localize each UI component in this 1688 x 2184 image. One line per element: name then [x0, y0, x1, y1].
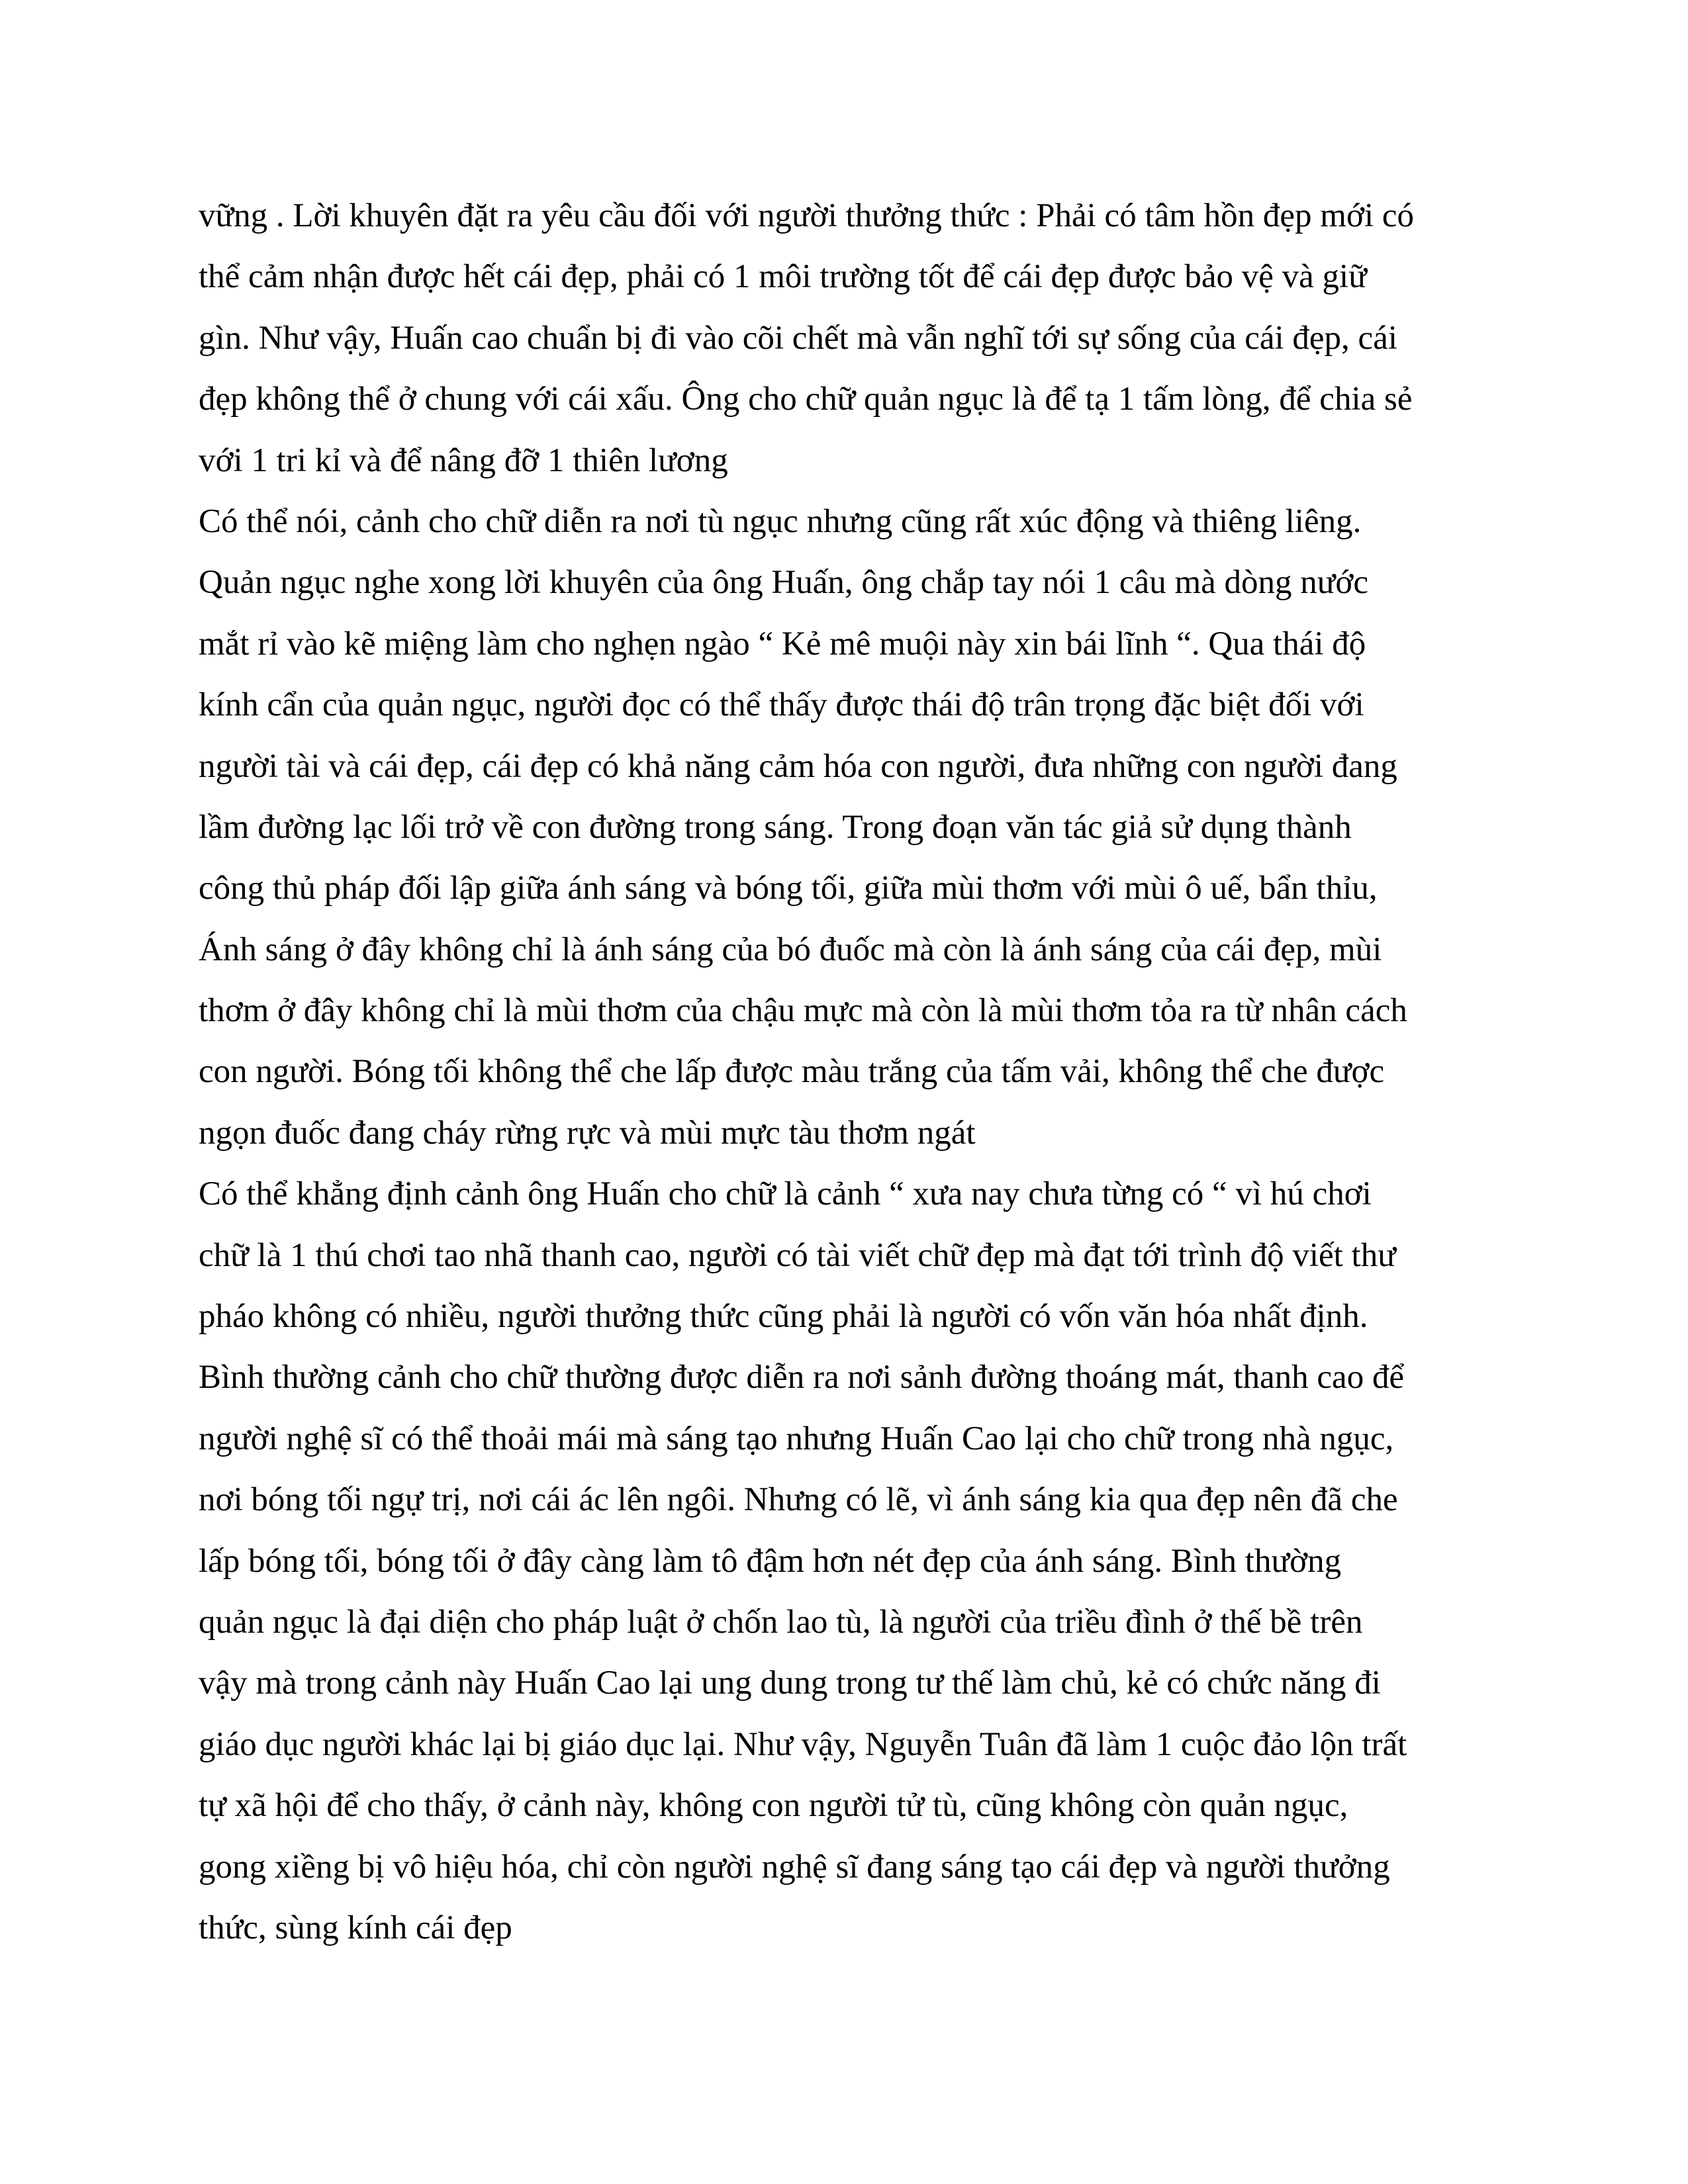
text-line: người nghệ sĩ có thể thoải mái mà sáng tạo nhưng Huấn Cao lại cho chữ trong nhà ngục,	[199, 1420, 1394, 1457]
text-line: chữ là 1 thú chơi tao nhã thanh cao, người có tài viết chữ đẹp mà đạt tới trình độ viết thư	[199, 1236, 1396, 1274]
text-line: quản ngục là đại diện cho pháp luật ở chốn lao tù, là người của triều đình ở thế bề trên	[199, 1603, 1363, 1641]
text-line: Có thể nói, cảnh cho chữ diễn ra nơi tù ngục nhưng cũng rất xúc động và thiêng liêng.	[199, 502, 1362, 540]
text-line: với 1 tri kỉ và để nâng đỡ 1 thiên lương	[199, 441, 728, 479]
text-line: Bình thường cảnh cho chữ thường được diễn ra nơi sảnh đường thoáng mát, thanh cao để	[199, 1359, 1405, 1396]
text-line: thức, sùng kính cái đẹp	[199, 1909, 512, 1946]
text-line: công thủ pháp đối lập giữa ánh sáng và bóng tối, giữa mùi thơm với mùi ô uế, bẩn thỉu,	[199, 870, 1378, 907]
text-line: pháo không có nhiều, người thưởng thức cũng phải là người có vốn văn hóa nhất định.	[199, 1298, 1368, 1336]
text-line: mắt rỉ vào kẽ miệng làm cho nghẹn ngào “ Kẻ mê muội này xin bái lĩnh “. Qua thái độ	[199, 625, 1366, 662]
text-line: lấp bóng tối, bóng tối ở đây càng làm tô đậm hơn nét đẹp của ánh sáng. Bình thường	[199, 1542, 1342, 1580]
text-line: gong xiềng bị vô hiệu hóa, chỉ còn người nghệ sĩ đang sáng tạo cái đẹp và người thưởng	[199, 1848, 1390, 1886]
text-line: tự xã hội để cho thấy, ở cảnh này, không con người tử tù, cũng không còn quản ngục,	[199, 1787, 1348, 1825]
text-line: lầm đường lạc lối trở về con đường trong sáng. Trong đoạn văn tác giả sử dụng thành	[199, 808, 1352, 846]
text-line: ngọn đuốc đang cháy rừng rực và mùi mực tàu thơm ngát	[199, 1114, 976, 1152]
text-line: Ánh sáng ở đây không chỉ là ánh sáng của bó đuốc mà còn là ánh sáng của cái đẹp, mùi	[199, 931, 1382, 968]
text-line: vậy mà trong cảnh này Huấn Cao lại ung dung trong tư thế làm chủ, kẻ có chức năng đi	[199, 1664, 1381, 1702]
text-line: đẹp không thể ở chung với cái xấu. Ông cho chữ quản ngục là để tạ 1 tấm lòng, để chia sẻ	[199, 381, 1413, 418]
text-line: gìn. Như vậy, Huấn cao chuẩn bị đi vào cõi chết mà vẫn nghĩ tới sự sống của cái đẹp, cái	[199, 319, 1397, 357]
text-line: Quản ngục nghe xong lời khuyên của ông Huấn, ông chắp tay nói 1 câu mà dòng nước	[199, 564, 1368, 602]
text-line: thơm ở đây không chỉ là mùi thơm của chậu mực mà còn là mùi thơm tỏa ra từ nhân cách	[199, 992, 1407, 1030]
text-line: nơi bóng tối ngự trị, nơi cái ác lên ngôi. Nhưng có lẽ, vì ánh sáng kia qua đẹp nên đã che	[199, 1481, 1398, 1519]
text-line: Có thể khẳng định cảnh ông Huấn cho chữ là cảnh “ xưa nay chưa từng có “ vì hú chơi	[199, 1175, 1372, 1213]
text-line: người tài và cái đẹp, cái đẹp có khả năng cảm hóa con người, đưa những con người đang	[199, 747, 1397, 785]
text-line: giáo dục người khác lại bị giáo dục lại. Như vậy, Nguyễn Tuân đã làm 1 cuộc đảo lộn trất	[199, 1725, 1407, 1763]
text-line: vững . Lời khuyên đặt ra yêu cầu đối với người thưởng thức : Phải có tâm hồn đẹp mới có	[199, 197, 1414, 234]
document-body-text	[199, 185, 1496, 1958]
text-line: kính cẩn của quản ngục, người đọc có thể thấy được thái độ trân trọng đặc biệt đối với	[199, 686, 1364, 724]
text-line: con người. Bóng tối không thể che lấp được màu trắng của tấm vải, không thể che được	[199, 1053, 1385, 1091]
text-line: thể cảm nhận được hết cái đẹp, phải có 1 môi trường tốt để cái đẹp được bảo vệ và giữ	[199, 258, 1367, 296]
